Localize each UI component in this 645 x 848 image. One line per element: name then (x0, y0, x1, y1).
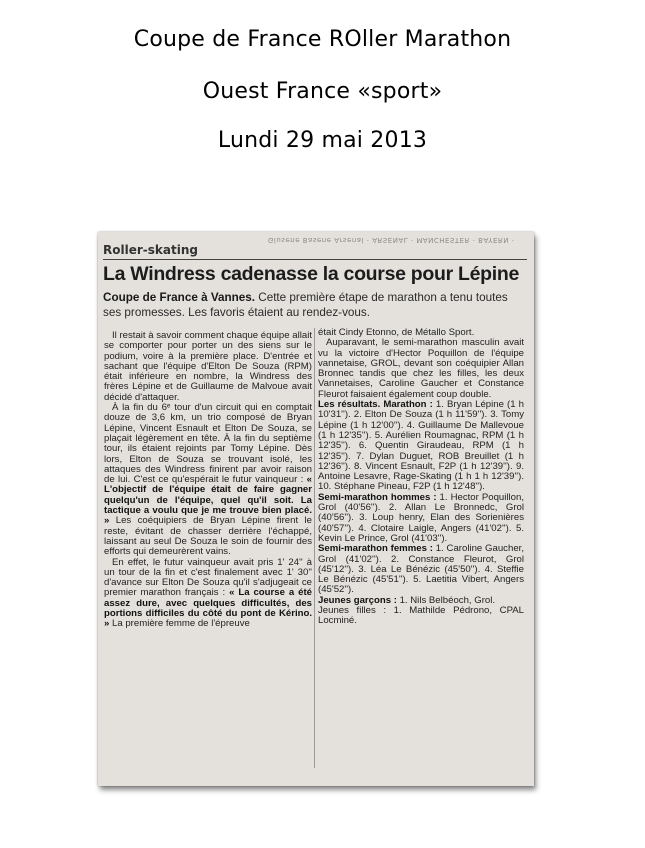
results-label: Semi-marathon femmes : (318, 543, 433, 555)
paragraph: était Cindy Etonno, de Métallo Sport. (318, 327, 475, 338)
article-headline: La Windress cadenasse la course pour Lépine (103, 263, 520, 285)
lede-text: Cette première étape de marathon a tenu toutes ses promesses. Les favoris étaient au rendez-vous. (103, 291, 508, 319)
quote: « L'objectif de l'équipe était de faire gagner quelqu'un de l'équipe, quel qu'il soit. La tactique a voulu que je me trouve bien placé. » (104, 474, 312, 527)
paragraph-text: En effet, le futur vainqueur avait pris 1' 24'' à un tour de la fin et c'est finalement avec 1' 30'' d'avance sur Elton De Souza qu'il s'adjugeait ce premier marathon français : (104, 556, 312, 599)
article-lede (103, 290, 527, 320)
results-semi-men (318, 493, 524, 544)
newspaper-clipping (98, 232, 534, 786)
results-semi-women (318, 544, 524, 595)
results-marathon (318, 400, 524, 493)
section-divider (103, 259, 527, 260)
article-column-2 (318, 328, 524, 627)
results-label: Jeunes garçons : (318, 594, 397, 606)
source-line: Ouest France «sport» (202, 79, 443, 104)
results-label: Semi-marathon hommes : (318, 491, 437, 503)
results-young-girls: Jeunes filles : 1. Mathilde Pédrono, CPAL Locminé. (318, 605, 524, 627)
date-line: Lundi 29 mai 2013 (217, 128, 428, 153)
article-column-1 (104, 331, 312, 630)
paragraph-text: Les coéquipiers de Bryan Lépine firent le reste, évitant de chasser derrière l'échappé, laissant au seul De Souza le soin de fournir des efforts qui demeurèrent vains. (104, 515, 312, 558)
column-divider (314, 328, 315, 768)
results-text: 1. Bryan Lépine (1 h 10'31''). 2. Elton De Souza (1 h 11'59''). 3. Tomy Lépine (1 h 12'00''). 4. Guillaume De Mallevoue (1 h 12'35''). 5. Aurélien Roumagnac, RPM (1 h 12'35''). 6. Quentin Giraudeau, RPM (1 h 12'35''). 7. Dylan Duguet, ROB Breuillet (1 h 12'36''). 8. Vincent Esnault, F2P (1 h 12'39''). 9. Antoine Lesavre, Rage-Skating (1 h 1 h 12'39''). 10. Stéphane Pineau, F2P (1 h 12'48''). (318, 399, 524, 493)
paragraph (104, 403, 312, 557)
section-label: Roller-skating (103, 243, 198, 257)
title-line: Coupe de France ROller Marathon (133, 27, 512, 52)
paragraph: Auparavant, le semi-marathon masculin avait vu la victoire d'Hector Poquillon de l'équipe vannetaise, GROL, devant son coéquipier Allan Bronnec tandis que chez les filles, les deux Vannetaises, Caroline Gaucher et Constance Fleurot faisaient également coup double. (318, 337, 524, 400)
results-text: 1. Hector Poquillon, Grol (40'56''). 2. Allan Le Bronnedc, Grol (40'56''). 3. Loup henry, Elan des Sorienières (40'57''). 4. Clotaire Laigle, Angers (41'02''). 5. Kevin Le Prince, Grol (41'03''). (318, 491, 524, 544)
results-label: Les résultats. Marathon : (318, 399, 433, 411)
paragraph (104, 558, 312, 630)
results-text: 1. Caroline Gaucher, Grol (41'02''). 2. Constance Fleurot, Grol (45'12''). 3. Léa Le Bénézic (45'50''). 4. Steffie Le Bénézic (45'51''). 5. Laetitia Vibert, Angers (45'52''). (318, 543, 524, 596)
quote: « La course a été assez dure, avec quelques difficultés, des portions difficiles du côté du pont de Kérino. » (104, 587, 312, 630)
paragraph-text: À la fin du 6ᵉ tour d'un circuit qui en comptait douze de 3,6 km, un trio composé de Bryan Lépine, Vincent Esnault et Elton De Souza, se plaçait légèrement en tête. À la fin du septième tour, ils étaient rejoints par Tomy Lépine. Dès lors, Elton de Souza se trouvant isolé, les attaques des Windress finirent par avoir raison de lui. C'est ce qu'espérait le futur vainqueur : (104, 402, 312, 486)
paragraph-text: La première femme de l'épreuve (109, 618, 250, 630)
paragraph: Il restait à savoir comment chaque équipe allait se comporter pour porter un des siens sur le podium, voire à la première place. D'entrée et sachant que l'équipe d'Elton De Souza (RPM) était inférieure en nombre, la Windress des frères Lépine et de Guillaume de Malvoue avait décidé d'attaquer. (104, 330, 312, 403)
lede-bold: Coupe de France à Vannes. (103, 291, 255, 304)
mirrored-bleed-text: Glusene Basene Arsenal · ARSENAL · MANCHESTER · BAYERN · (268, 236, 515, 244)
results-text: 1. Nils Belbéoch, Grol. (396, 594, 496, 606)
